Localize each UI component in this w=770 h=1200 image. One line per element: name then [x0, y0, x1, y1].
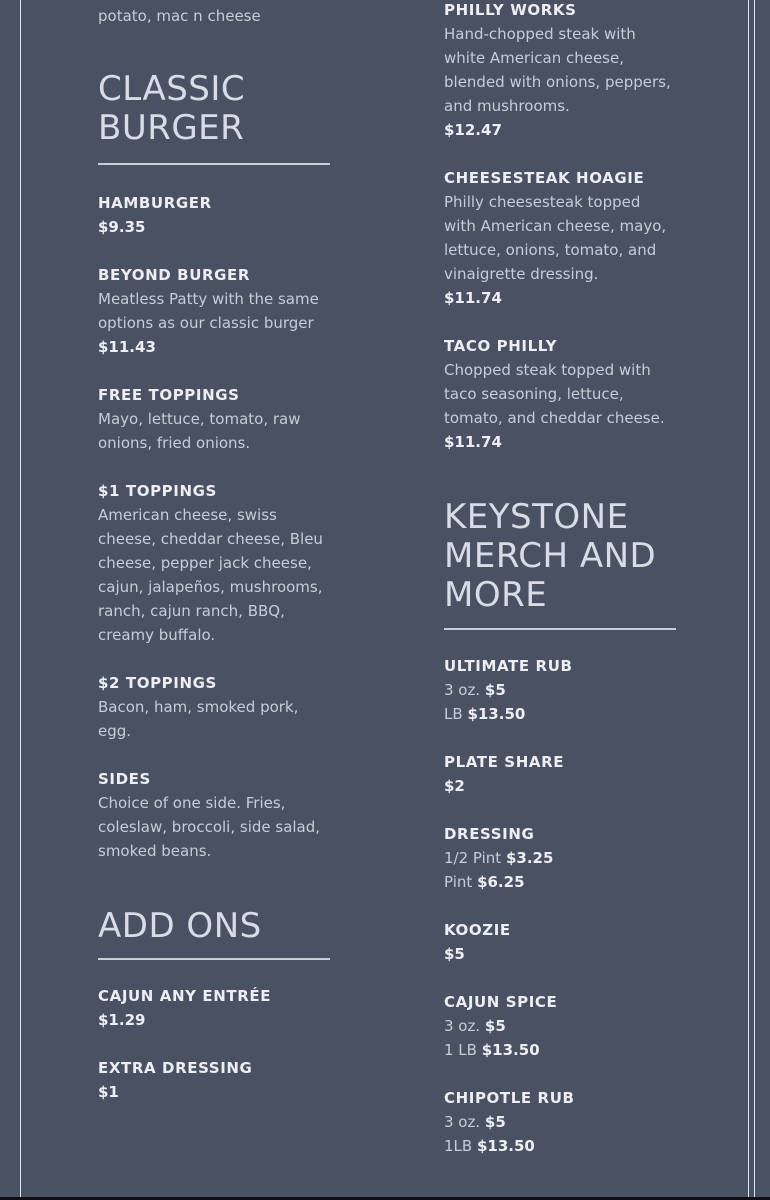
section-title-keystone-merch: KEYSTONE MERCH AND MORE — [444, 497, 657, 615]
item-price: $1 — [98, 1083, 119, 1101]
item-name: BEYOND BURGER — [98, 266, 251, 284]
item-name: $1 TOPPINGS — [98, 482, 217, 500]
item-price: $13.50 — [481, 1041, 540, 1059]
section-divider — [98, 958, 330, 960]
price-line — [444, 1110, 676, 1134]
menu-item-extra-dressing — [98, 1056, 330, 1104]
menu-item-free-toppings — [98, 383, 330, 455]
item-description: Philly cheesesteak topped with American cheese, mayo, lettuce, onions, tomato, and vinaigrette dressing. — [444, 193, 667, 283]
item-description: potato, mac n cheese — [98, 7, 261, 25]
price-line — [444, 702, 676, 726]
menu-item-sides — [98, 767, 330, 863]
frame-line-left — [20, 0, 21, 1200]
item-name: ULTIMATE RUB — [444, 657, 573, 675]
item-price: $2 — [444, 777, 465, 795]
section-divider — [444, 628, 676, 630]
price-line — [444, 846, 676, 870]
price-line — [444, 1014, 676, 1038]
section-divider — [98, 163, 330, 165]
price-label: 3 oz. — [444, 1113, 481, 1131]
item-name: CHIPOTLE RUB — [444, 1089, 575, 1107]
price-label: LB — [444, 705, 463, 723]
menu-item-plate-share — [444, 750, 676, 798]
menu-column-left — [98, 0, 330, 1104]
item-description: Choice of one side. Fries, coleslaw, broccoli, side salad, smoked beans. — [98, 794, 321, 860]
menu-item-koozie — [444, 918, 676, 966]
price-label: 1LB — [444, 1137, 473, 1155]
item-name: CAJUN SPICE — [444, 993, 558, 1011]
item-name: PLATE SHARE — [444, 753, 565, 771]
menu-item-ultimate-rub — [444, 654, 676, 726]
price-label: 1/2 Pint — [444, 849, 502, 867]
menu-item-hamburger — [98, 191, 330, 239]
menu-item-dressing — [444, 822, 676, 894]
item-price: $13.50 — [476, 1137, 535, 1155]
item-price: $5 — [444, 945, 465, 963]
price-label: 3 oz. — [444, 1017, 481, 1035]
item-name: SIDES — [98, 770, 151, 788]
item-description: Hand-chopped steak with white American cheese, blended with onions, peppers, and mushrooms. — [444, 25, 671, 115]
frame-line-right-inner — [748, 0, 749, 1200]
menu-item-beyond-burger — [98, 263, 330, 359]
item-description: American cheese, swiss cheese, cheddar cheese, Bleu cheese, pepper jack cheese, cajun, jalapeños, mushrooms, ranch, cajun ranch, BBQ, creamy buffalo. — [98, 506, 323, 644]
item-price: $13.50 — [467, 705, 526, 723]
price-label: 3 oz. — [444, 681, 481, 699]
menu-item-taco-philly — [444, 334, 676, 454]
menu-item-cheesesteak-hoagie — [444, 166, 676, 310]
item-price: $3.25 — [505, 849, 554, 867]
item-price: $1.29 — [98, 1011, 146, 1029]
item-name: EXTRA DRESSING — [98, 1059, 253, 1077]
menu-item-1-toppings — [98, 479, 330, 647]
item-name: KOOZIE — [444, 921, 511, 939]
frame-line-right-outer — [754, 0, 755, 1200]
item-description: Bacon, ham, smoked pork, egg. — [98, 698, 299, 740]
item-price: $11.74 — [444, 433, 502, 451]
item-price: $6.25 — [477, 873, 525, 891]
item-price: $12.47 — [444, 121, 502, 139]
item-price: $11.43 — [98, 338, 156, 356]
item-name: TACO PHILLY — [444, 337, 558, 355]
menu-item-philly-works — [444, 0, 676, 142]
item-price: $5 — [484, 681, 506, 699]
item-price: $9.35 — [98, 218, 146, 236]
price-label: Pint — [444, 873, 473, 891]
item-name: DRESSING — [444, 825, 535, 843]
menu-column-right — [444, 0, 676, 1158]
menu-item-cajun-spice — [444, 990, 676, 1062]
item-price: $5 — [484, 1017, 506, 1035]
price-line — [444, 1038, 676, 1062]
item-description: Mayo, lettuce, tomato, raw onions, fried onions. — [98, 410, 301, 452]
item-price: $11.74 — [444, 289, 502, 307]
item-name: CAJUN ANY ENTRÉE — [98, 987, 272, 1005]
item-name: FREE TOPPINGS — [98, 386, 240, 404]
item-price: $5 — [484, 1113, 506, 1131]
price-line — [444, 678, 676, 702]
price-line — [444, 1134, 676, 1158]
item-name: HAMBURGER — [98, 194, 212, 212]
item-description: Chopped steak topped with taco seasoning, lettuce, tomato, and cheddar cheese. — [444, 361, 665, 427]
item-name: CHEESESTEAK HOAGIE — [444, 169, 645, 187]
menu-item-cajun-any-entree — [98, 984, 330, 1032]
price-line — [444, 870, 676, 894]
section-title-add-ons: ADD ONS — [98, 906, 262, 946]
item-name: $2 TOPPINGS — [98, 674, 217, 692]
item-description: Meatless Patty with the same options as our classic burger — [98, 290, 319, 332]
menu-item-chipotle-rub — [444, 1086, 676, 1158]
menu-item-2-toppings — [98, 671, 330, 743]
item-name: PHILLY WORKS — [444, 1, 577, 19]
price-label: 1 LB — [444, 1041, 477, 1059]
section-title-classic-burger: CLASSIC BURGER — [98, 69, 246, 148]
